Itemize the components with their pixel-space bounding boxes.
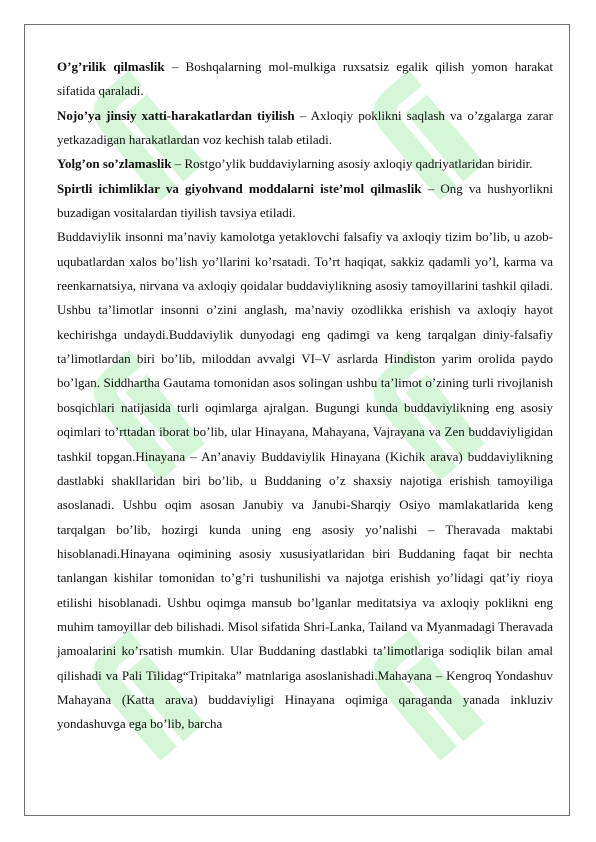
term-heading: Yolg’on so’zlamaslik [57, 156, 172, 172]
term-heading: O’g’rilik qilmaslik [57, 59, 165, 74]
paragraph [57, 104, 553, 153]
paragraph-text: – Rostgo’ylik buddaviylarning asosiy axloqiy qadriyatlaridan biridir. [171, 156, 533, 172]
term-heading: Nojo’ya jinsiy xatti-harakatlardan tiyilish [57, 107, 295, 123]
document-body [57, 55, 553, 737]
paragraph-text: – Ong va hushyorlikni buzadigan vositalardan tiyilish tavsiya etiladi. [57, 180, 553, 221]
term-heading: Spirtli ichimliklar va giyohvand moddalarni iste’mol qilmaslik [57, 180, 422, 196]
paragraph [57, 177, 553, 226]
paragraph [57, 152, 553, 176]
paragraph-text: Buddaviylik insonni ma’naviy kamolotga yetaklovchi falsafiy va axloqiy tizim bo’lib, u azob-uqubatlardan xalos bo’lish yo’llarini ko’rsatadi. To’rt haqiqat, sakkiz qadamli yo’l, karma va reenkarnatsiya, nirvana va axloqiy qoidalar buddaviylikning asosiy tamoyillarini tashkil qiladi. Ushbu ta’limotlar insonni o’zini anglash, ma’naviy ozodlikka erishish va axloqiy hayot kechirishga undaydi.Buddaviylik dunyodagi eng qadimgi va keng tarqalgan diniy-falsafiy ta’limotlardan biri bo’lib, miloddan avvalgi VI–V asrlarda Hindiston yarim orolida paydo bo’lgan. Siddhartha Gautama tomonidan asos solingan ushbu ta’limot o’zining turli rivojlanish bosqichlari natijasida turli oqimlarga ajralgan. Bugungi kunda buddaviylikning eng asosiy oqimlari to’rttadan iborat bo’lib, ular Hinayana, Mahayana, Vajrayana va Zen buddaviyligidan tashkil topgan.Hinayana – An’anaviy Buddaviylik Hinayana (Kichik arava) buddaviylikning dastlabki shakllaridan biri bo’lib, u Buddaning o’z shaxsiy najotiga erishish tamoyiliga asoslanadi. Ushbu oqim asosan Janubiy va Janubi-Sharqiy Osiyo mamlakatlarida keng tarqalgan bo’lib, hozirgi kunda uning eng asosiy yo’nalishi – Theravada maktabi hisoblanadi.Hinayana oqimining asosiy xususiyatlaridan biri Buddaning faqat bir nechta tanlangan kishilar tomonidan to’g’ri tushunilishi va najotga erishish yo’lidagi qat’iy rioya etilishi hisoblanadi. Ushbu oqimga mansub bo’lganlar meditatsiya va axloqiy poklikni eng muhim tamoyillar deb bilishadi. Misol sifatida Shri-Lanka, Tailand va Myanmadagi Theravada jamoalarini ko’rsatish mumkin. Ular Buddaning dastlabki ta’limotlariga sodiqlik bilan amal qilishadi va Pali Tilidag“Tripitaka” matnlariga asoslanishadi.Mahayana – Kengroq Yondashuv Mahayana (Katta arava) buddaviyligi Hinayana oqimiga qaraganda yanada inkluziv yondashuvga ega bo’lib, barcha [57, 229, 553, 732]
paragraph-text: – Boshqalarning mol-mulkiga ruxsatsiz egalik qilish yomon harakat sifatida qaraladi. [57, 59, 553, 99]
paragraph [57, 55, 553, 104]
paragraph-text: – Axloqiy poklikni saqlash va o’zgalarga zarar yetkazadigan harakatlardan voz kechish talab etiladi. [57, 107, 553, 148]
paragraph [57, 225, 553, 736]
